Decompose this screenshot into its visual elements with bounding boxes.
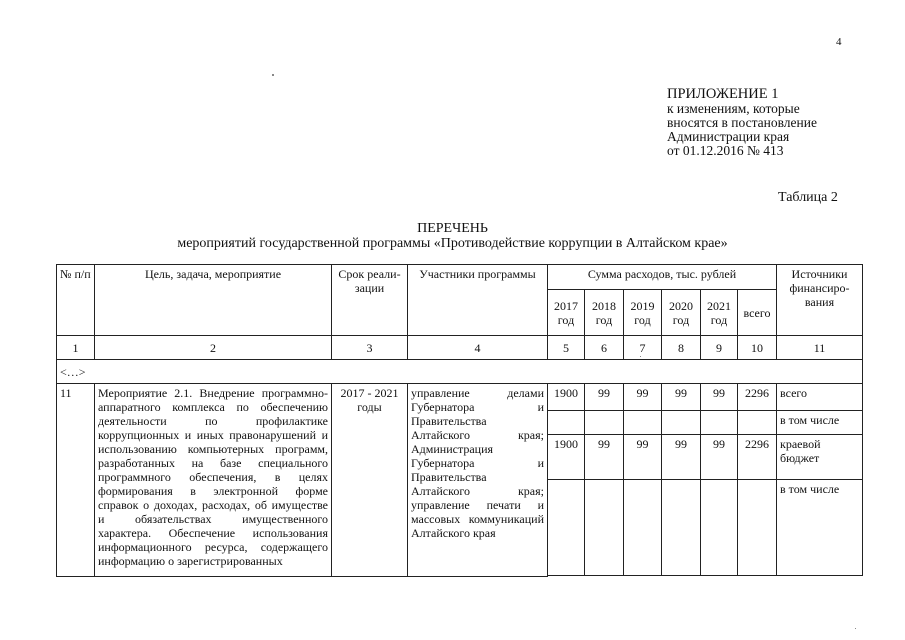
column-number: 1 [57, 336, 95, 360]
spacer-cell [624, 576, 662, 577]
appendix-line: от 01.12.2016 № 413 [667, 143, 784, 158]
spacer-cell [662, 576, 701, 577]
page-number: 4 [836, 36, 842, 48]
appendix-block [667, 86, 817, 158]
header-year: 2021 год [701, 290, 738, 336]
column-number: 11 [777, 336, 863, 360]
header-year: 2020 год [662, 290, 701, 336]
header-sources: Источники финансиро-вания [777, 265, 863, 336]
amount-cell: 99 [624, 435, 662, 480]
column-number: 9 [701, 336, 738, 360]
document-heading [0, 221, 905, 251]
header-num: № п/п [57, 265, 95, 336]
appendix-line: вносятся в постановление [667, 115, 817, 130]
amount-cell: 99 [662, 384, 701, 411]
amount-cell [738, 411, 777, 435]
column-number: 6 [585, 336, 624, 360]
header-goal: Цель, задача, мероприятие [95, 265, 332, 336]
header-total: всего [738, 290, 777, 336]
scan-speck [855, 628, 856, 629]
amount-cell [585, 411, 624, 435]
amount-cell [624, 480, 662, 576]
row-goal: Мероприятие 2.1. Внедрение программно-аппаратного комплекса по обеспечению деятельности по профилактике коррупционных и иных правонарушений и использованию компьютерных программ, разработанных на базе специального программного обеспечения, в целях формирования в электронной форме справок о доходах, расходах, об имуществе и обязательствах имущественного характера. Обеспечение использования информационного ресурса, содержащего информацию о зарегистрированных [95, 384, 332, 577]
omitted-rows-ellipsis: <…> [57, 360, 863, 384]
amount-cell: 1900 [548, 435, 585, 480]
spacer-cell [738, 576, 777, 577]
spacer-cell [701, 576, 738, 577]
scan-speck [272, 74, 274, 76]
amount-cell: 99 [701, 435, 738, 480]
column-number: 2 [95, 336, 332, 360]
amount-cell [738, 480, 777, 576]
funding-source: в том числе [777, 411, 863, 435]
heading-subtitle: мероприятий государственной программы «Противодействие коррупции в Алтайском крае» [177, 236, 728, 251]
funding-source: в том числе [777, 480, 863, 576]
amount-cell: 99 [701, 384, 738, 411]
column-number: 3 [332, 336, 408, 360]
column-number: 5 [548, 336, 585, 360]
heading-title: ПЕРЕЧЕНЬ [417, 221, 488, 236]
row-number: 11 [57, 384, 95, 577]
header-participants: Участники программы [408, 265, 548, 336]
amount-cell: 2296 [738, 384, 777, 411]
amount-cell [701, 411, 738, 435]
amount-cell: 1900 [548, 384, 585, 411]
header-year: 2019 год [624, 290, 662, 336]
spacer-cell [548, 576, 585, 577]
amount-cell: 2296 [738, 435, 777, 480]
spacer-cell [585, 576, 624, 577]
amount-cell [548, 480, 585, 576]
amount-cell: 99 [662, 435, 701, 480]
scan-speck [640, 356, 641, 357]
column-number: 4 [408, 336, 548, 360]
header-year: 2018 год [585, 290, 624, 336]
amount-cell [662, 411, 701, 435]
funding-source: краевой бюджет [777, 435, 863, 480]
row-participants: управление делами Губернатора и Правительства Алтайского края; Администрация Губернатора и Правительства Алтайского края; управление печати и массовых коммуникаций Алтайского края [408, 384, 548, 577]
amount-cell [624, 411, 662, 435]
amount-cell: 99 [585, 384, 624, 411]
appendix-line: Администрации края [667, 129, 790, 144]
spacer-cell [777, 576, 863, 577]
amount-cell [662, 480, 701, 576]
column-number: 8 [662, 336, 701, 360]
column-number: 7 [624, 336, 662, 360]
header-expenses: Сумма расходов, тыс. рублей [548, 265, 777, 290]
table-label: Таблица 2 [778, 190, 838, 205]
amount-cell: 99 [585, 435, 624, 480]
appendix-line: к изменениям, которые [667, 101, 800, 116]
header-year: 2017 год [548, 290, 585, 336]
header-term: Срок реали-зации [332, 265, 408, 336]
appendix-title: ПРИЛОЖЕНИЕ 1 [667, 86, 779, 102]
funding-source: всего [777, 384, 863, 411]
row-term: 2017 - 2021 годы [332, 384, 408, 577]
amount-cell: 99 [624, 384, 662, 411]
measures-table [56, 264, 863, 577]
amount-cell [701, 480, 738, 576]
amount-cell [585, 480, 624, 576]
amount-cell [548, 411, 585, 435]
column-number: 10 [738, 336, 777, 360]
